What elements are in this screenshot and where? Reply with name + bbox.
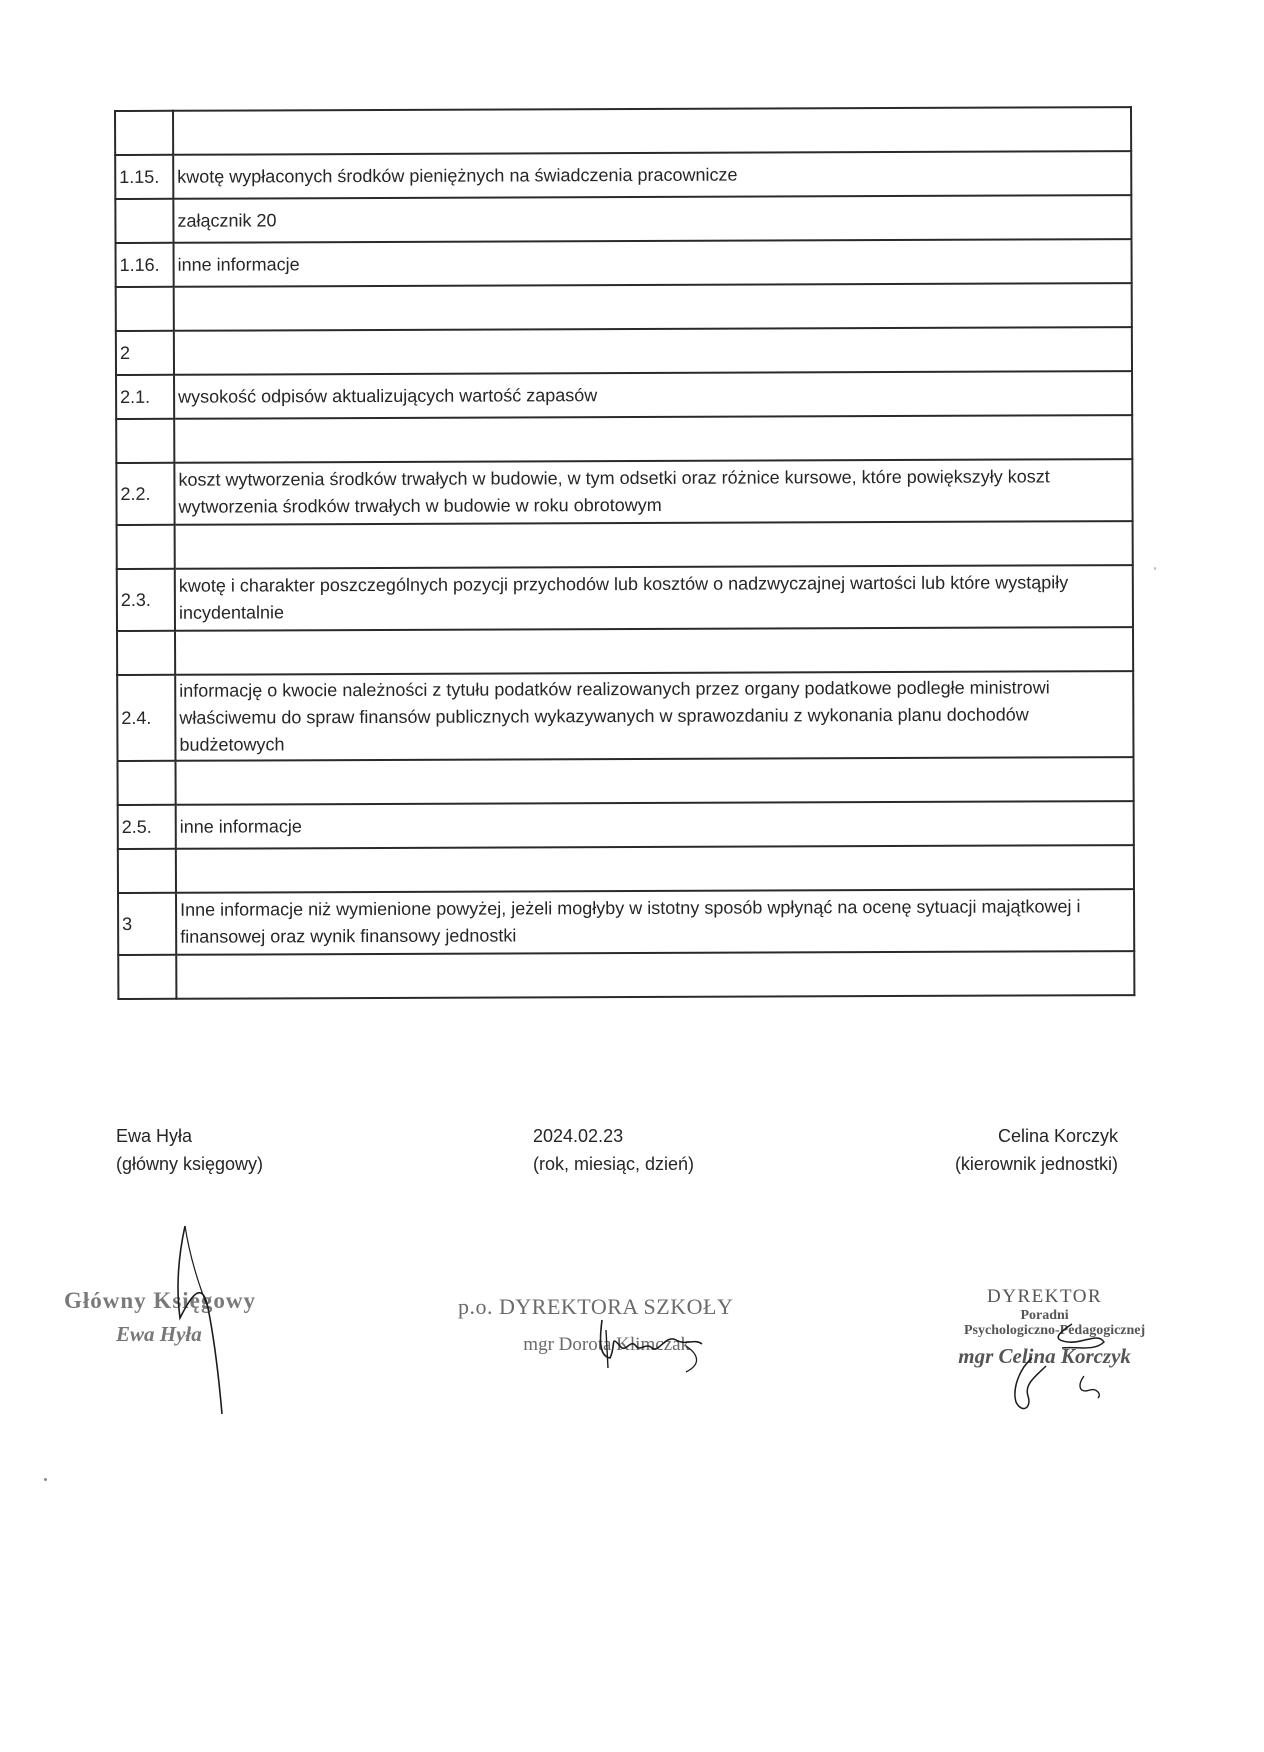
scan-speck	[44, 1478, 47, 1481]
table-row	[118, 951, 1134, 999]
row-number	[117, 631, 175, 675]
row-text: kwotę wypłaconych środków pieniężnych na świadczenia pracownicze	[173, 151, 1131, 199]
row-text	[174, 327, 1132, 375]
stamp-name: Ewa Hyła	[116, 1322, 202, 1346]
row-text	[176, 845, 1134, 893]
manager-signature-block	[955, 1122, 1118, 1178]
table-row	[116, 283, 1132, 331]
row-text: inne informacje	[176, 801, 1134, 849]
table-row	[118, 845, 1134, 893]
manager-role: (kierownik jednostki)	[954, 1154, 1118, 1174]
table-row	[115, 195, 1131, 243]
table-row	[115, 107, 1131, 155]
row-text: kwotę i charakter poszczególnych pozycji przychodów lub kosztów o nadzwyczajnej wartości lub które wystąpiły incydentalnie	[175, 565, 1133, 631]
date-value: 2024.02.23	[533, 1126, 624, 1146]
row-text	[175, 521, 1133, 569]
table-row	[117, 627, 1133, 675]
accountant-handwritten-signature	[150, 1218, 250, 1418]
row-number	[115, 111, 173, 155]
stamp-institution-type: Psychologiczno-Pedagogicznej	[964, 1323, 1146, 1338]
stamp-title: DYREKTOR	[987, 1286, 1103, 1307]
notes-table	[114, 106, 1135, 1000]
row-text: inne informacje	[174, 239, 1132, 287]
date-caption: (rok, miesiąc, dzień)	[533, 1154, 695, 1174]
row-number: 1.16.	[116, 243, 174, 287]
table-row	[117, 565, 1133, 631]
row-text: informację o kwocie należności z tytułu podatków realizowanych przez organy podatkowe podległe ministrowi właściwemu do spraw finansów publicznych wykazywanych w sprawozdaniu z wykonania planu dochodów budżetowych	[175, 671, 1133, 761]
row-text	[174, 415, 1132, 463]
row-text: Inne informacje niż wymienione powyżej, jeżeli mogłyby w istotny sposób wpłynąć na ocenę sytuacji majątkowej i finansowej oraz wynik finansowy jednostki	[176, 889, 1134, 955]
stamp-institution: Poradni	[1020, 1308, 1069, 1323]
accountant-name: Ewa Hyła	[116, 1126, 193, 1146]
row-number: 3	[118, 893, 176, 955]
manager-name: Celina Korczyk	[997, 1126, 1118, 1146]
table-row	[117, 757, 1133, 805]
row-number	[118, 849, 176, 893]
accountant-signature-block	[116, 1122, 263, 1178]
row-text	[176, 951, 1134, 999]
table-row	[116, 239, 1132, 287]
row-text	[173, 107, 1131, 155]
row-number	[115, 199, 173, 243]
row-number: 1.15.	[115, 155, 173, 199]
row-number: 2.3.	[117, 569, 175, 631]
table-row	[117, 521, 1133, 569]
row-number: 2.5.	[118, 805, 176, 849]
scan-speck	[1154, 567, 1156, 570]
table-row	[116, 415, 1132, 463]
table-row	[117, 671, 1133, 761]
row-text: wysokość odpisów aktualizujących wartość zapasów	[174, 371, 1132, 419]
table-row	[118, 889, 1134, 955]
stamp-name: mgr Celina Korczyk	[958, 1344, 1131, 1368]
row-number: 2.1.	[116, 375, 174, 419]
row-number	[116, 419, 174, 463]
row-text: koszt wytworzenia środków trwałych w budowie, w tym odsetki oraz różnice kursowe, które powiększyły koszt wytworzenia środków trwałych w budowie w roku obrotowym	[174, 459, 1132, 525]
row-number	[118, 955, 176, 999]
manager-handwritten-signature	[1002, 1318, 1142, 1418]
stamp-name: mgr Dorota Klimczak	[523, 1334, 691, 1355]
table-row	[118, 801, 1134, 849]
table-row	[116, 459, 1132, 525]
date-block	[533, 1122, 694, 1178]
table-row	[116, 371, 1132, 419]
row-number	[117, 525, 175, 569]
row-text	[175, 627, 1133, 675]
director-handwritten-signature	[590, 1316, 720, 1376]
table-row	[115, 151, 1131, 199]
stamp-title: p.o. DYREKTORA SZKOŁY	[458, 1294, 734, 1319]
row-number	[117, 761, 175, 805]
row-number: 2.2.	[116, 463, 174, 525]
row-text	[174, 283, 1132, 331]
row-text	[175, 757, 1133, 805]
accountant-role: (główny księgowy)	[116, 1154, 264, 1174]
row-number	[116, 287, 174, 331]
row-number: 2	[116, 331, 174, 375]
stamp-title: Główny Księgowy	[64, 1288, 256, 1313]
row-number: 2.4.	[117, 675, 175, 761]
row-text: załącznik 20	[173, 195, 1131, 243]
table-row	[116, 327, 1132, 375]
